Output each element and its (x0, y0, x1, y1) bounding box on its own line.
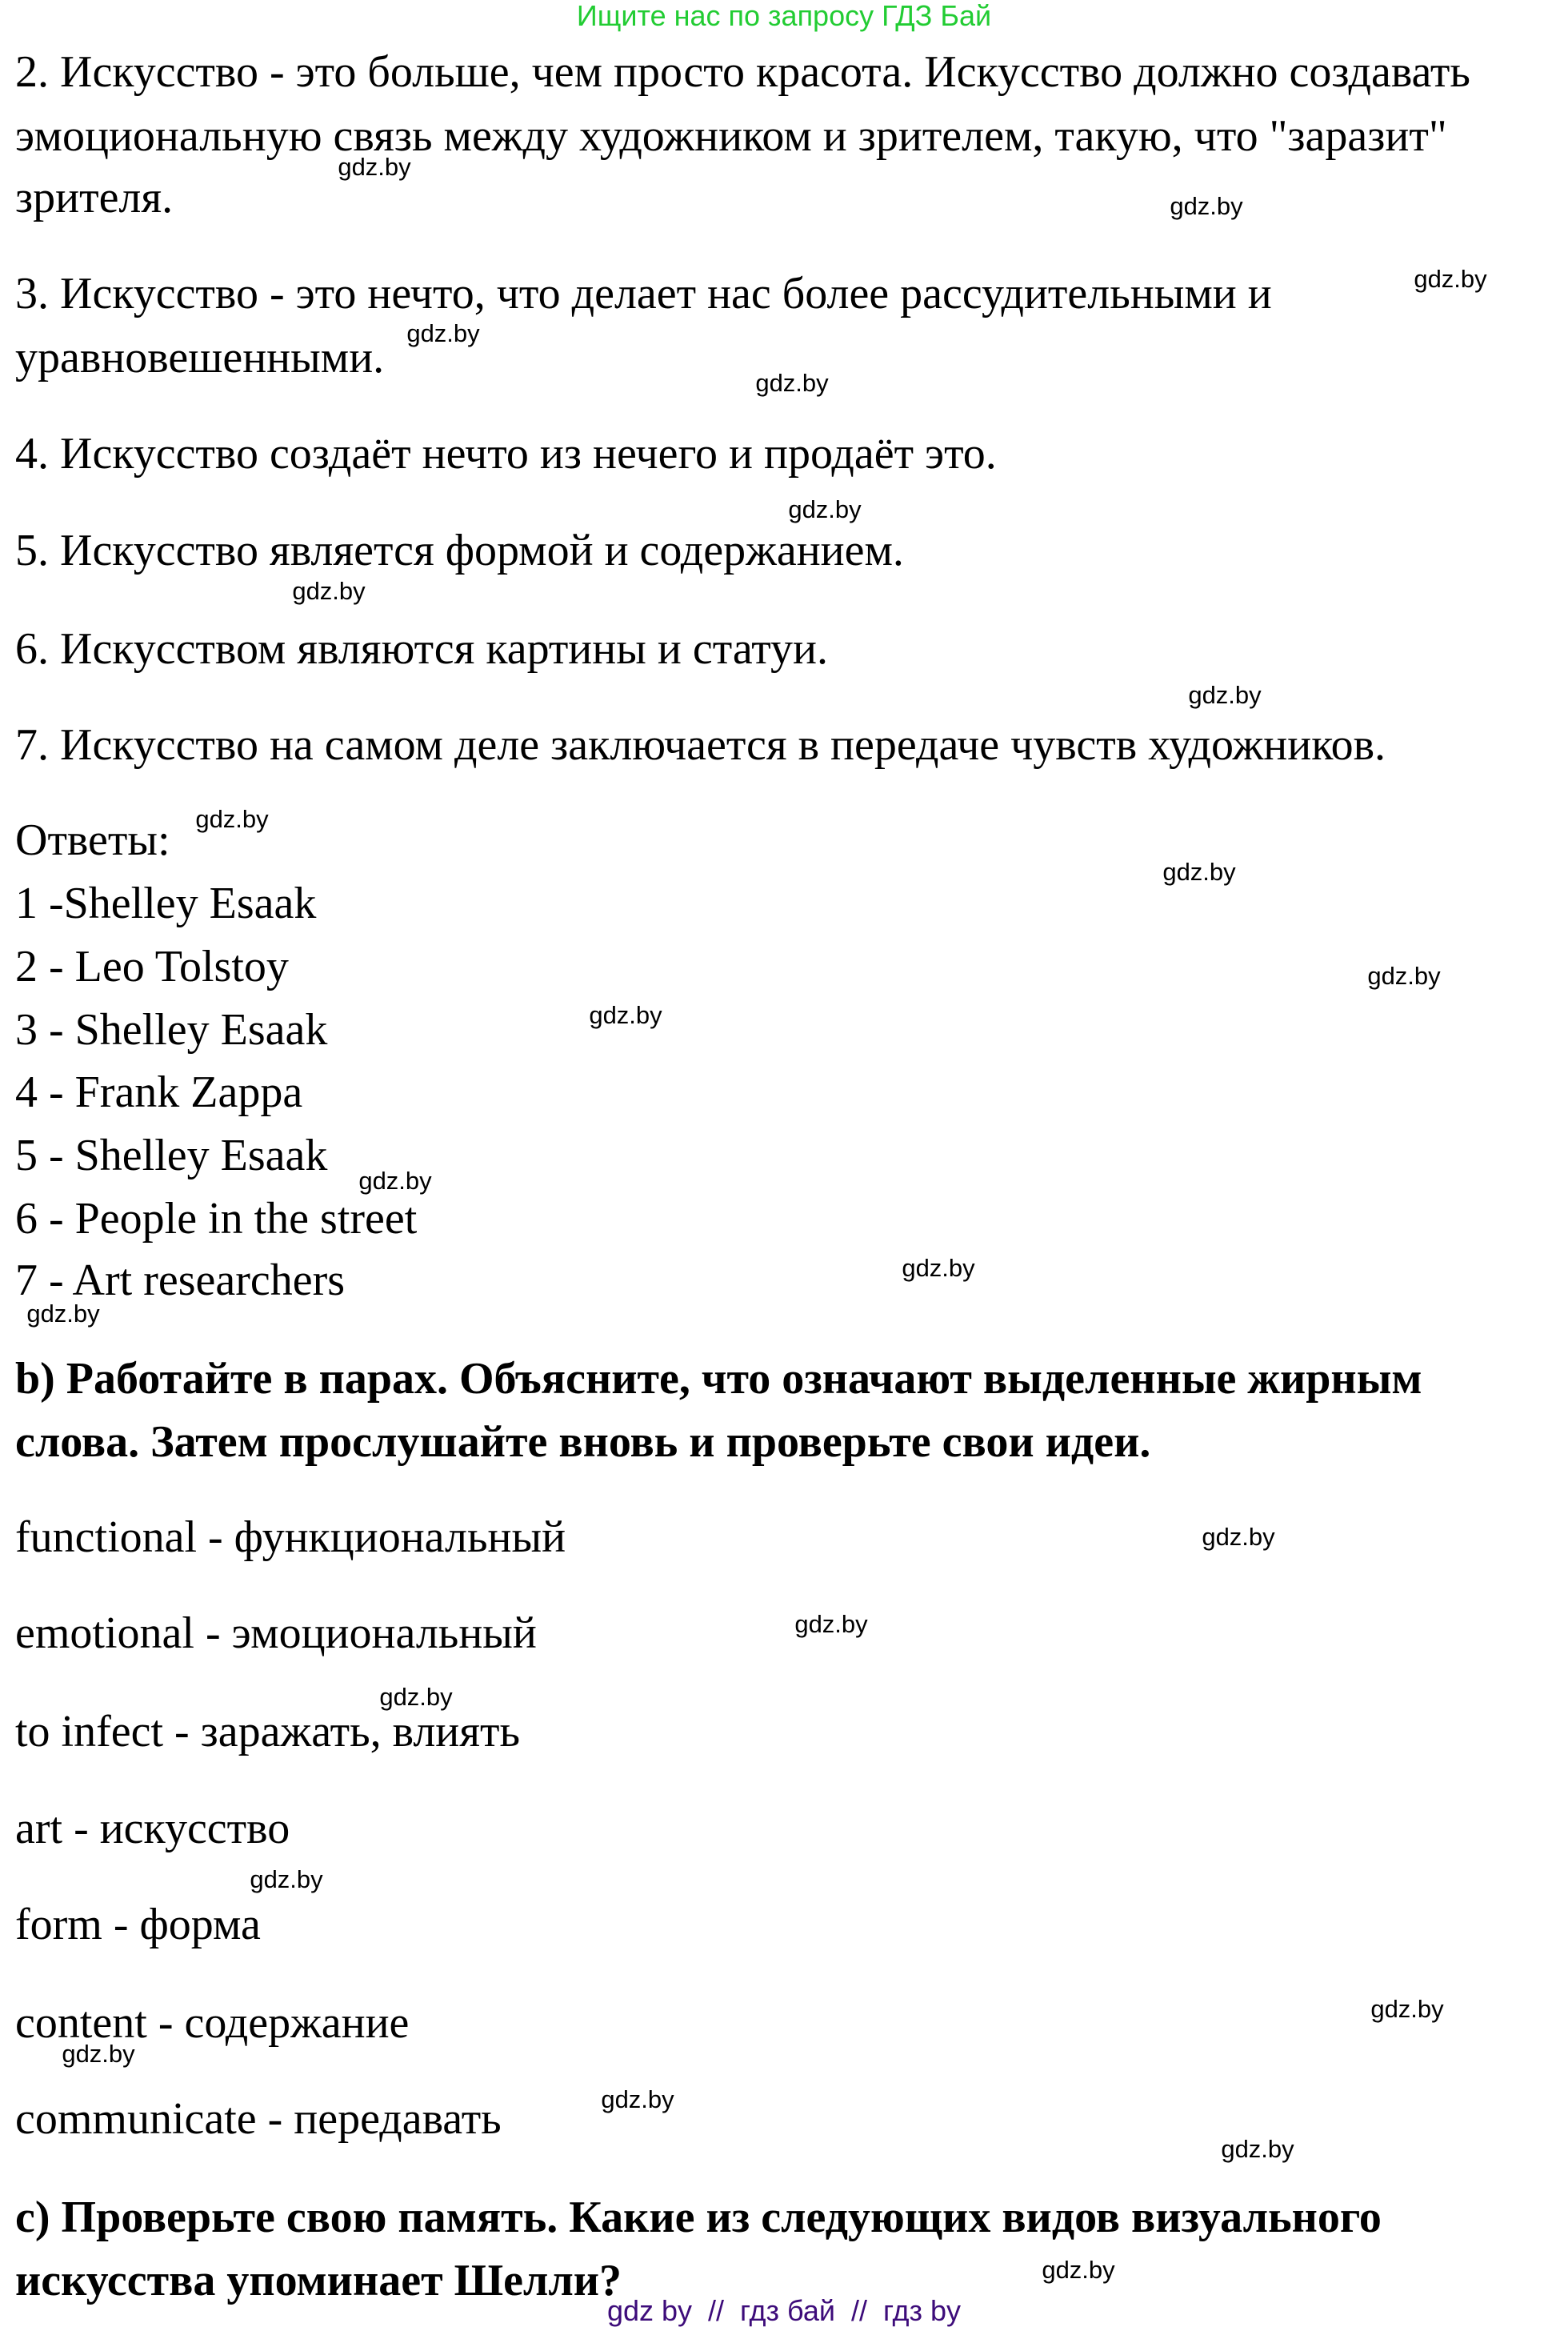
statement-line: 3. Искусство - это нечто, что делает нас более рассудительными и (15, 269, 1272, 318)
vocab-item: functional - функциональный (15, 1512, 566, 1562)
vocab-item: form - форма (15, 1900, 261, 1949)
answer-item: 1 -Shelley Esaak (15, 879, 317, 928)
statement-line: 2. Искусство - это больше, чем просто красота. Искусство должно создавать (15, 47, 1470, 97)
search-hint-header: Ищите нас по запросу ГДЗ Бай (576, 0, 992, 32)
watermark: gdz.by (1414, 265, 1487, 293)
answer-item: 4 - Frank Zappa (15, 1067, 303, 1117)
vocab-item: emotional - эмоциональный (15, 1608, 537, 1658)
answer-item: 2 - Leo Tolstoy (15, 942, 289, 991)
statement-line: 4. Искусство создаёт нечто из нечего и продаёт это. (15, 429, 997, 479)
statement-line: 7. Искусство на самом деле заключается в передаче чувств художников. (15, 720, 1386, 770)
watermark: gdz.by (1170, 192, 1243, 220)
task-b-heading: слова. Затем прослушайте вновь и проверьте свои идеи. (15, 1417, 1151, 1467)
watermark: gdz.by (755, 369, 829, 397)
watermark: gdz.by (589, 1001, 662, 1029)
vocab-item: communicate - передавать (15, 2094, 502, 2144)
watermark: gdz.by (26, 1300, 100, 1328)
answer-item: 5 - Shelley Esaak (15, 1131, 328, 1180)
vocab-item: content - содержание (15, 1998, 410, 2048)
watermark: gdz.by (1188, 681, 1262, 709)
statement-line: уравновешенными. (15, 333, 385, 382)
watermark: gdz.by (788, 495, 862, 523)
watermark: gdz.by (195, 805, 269, 833)
task-c-heading: c) Проверьте свою память. Какие из следующих видов визуального (15, 2193, 1382, 2242)
watermark: gdz.by (1367, 962, 1441, 990)
answer-item: 6 - People in the street (15, 1194, 418, 1244)
vocab-item: art - искусство (15, 1804, 290, 1853)
watermark: gdz.by (902, 1254, 975, 1282)
task-b-heading: b) Работайте в парах. Объясните, что означают выделенные жирным (15, 1354, 1422, 1404)
answer-item: 7 - Art researchers (15, 1256, 346, 1305)
watermark: gdz.by (250, 1865, 323, 1893)
statement-line: зрителя. (15, 173, 174, 222)
watermark: gdz.by (601, 2085, 674, 2113)
watermark: gdz.by (338, 153, 411, 181)
footer-links: gdz by // гдз бай // гдз by (606, 2294, 962, 2327)
watermark: gdz.by (1042, 2256, 1115, 2284)
watermark: gdz.by (1221, 2135, 1294, 2163)
statement-line: 5. Искусство является формой и содержанием. (15, 526, 904, 575)
watermark: gdz.by (292, 577, 366, 605)
watermark: gdz.by (1370, 1995, 1444, 2023)
watermark: gdz.by (406, 319, 480, 347)
statement-line: 6. Искусством являются картины и статуи. (15, 624, 828, 674)
statement-line: эмоциональную связь между художником и зрителем, такую, что "заразит" (15, 111, 1447, 161)
watermark: gdz.by (379, 1683, 453, 1711)
vocab-item: to infect - заражать, влиять (15, 1707, 521, 1756)
watermark: gdz.by (794, 1610, 868, 1638)
task-c-heading: искусства упоминает Шелли? (15, 2256, 622, 2305)
watermark: gdz.by (62, 2040, 135, 2068)
watermark: gdz.by (358, 1167, 432, 1195)
watermark: gdz.by (1162, 858, 1236, 886)
watermark: gdz.by (1202, 1523, 1275, 1551)
answers-label: Ответы: (15, 815, 170, 865)
answer-item: 3 - Shelley Esaak (15, 1005, 328, 1055)
